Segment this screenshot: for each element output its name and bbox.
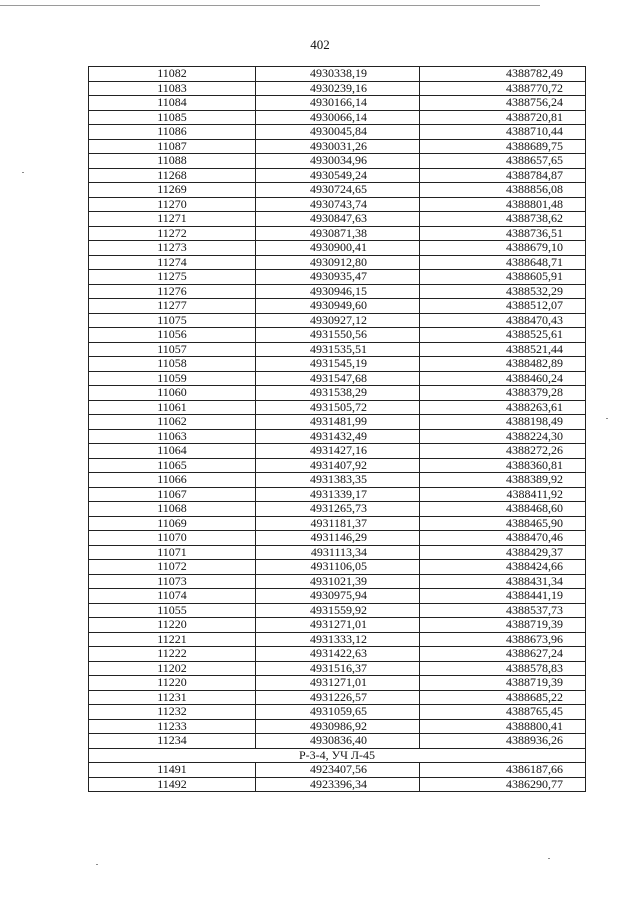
table-row (89, 676, 586, 691)
coordinate-y-cell: 4386290,77 (420, 777, 586, 792)
coordinate-x-cell: 4930743,74 (256, 197, 420, 212)
table-row (89, 473, 586, 488)
point-number-cell: 11067 (89, 487, 256, 502)
coordinate-y-cell: 4388936,26 (420, 734, 586, 749)
coordinate-x-cell: 4931271,01 (256, 618, 420, 633)
coordinate-x-cell: 4930900,41 (256, 241, 420, 256)
point-number-cell: 11220 (89, 618, 256, 633)
coordinate-x-cell: 4930935,47 (256, 270, 420, 285)
table-row (89, 284, 586, 299)
coordinate-y-cell: 4388720,81 (420, 110, 586, 125)
coordinate-x-cell: 4931271,01 (256, 676, 420, 691)
coordinate-y-cell: 4388224,30 (420, 429, 586, 444)
table-row (89, 197, 586, 212)
table-row (89, 415, 586, 430)
coordinate-x-cell: 4931538,29 (256, 386, 420, 401)
coordinate-x-cell: 4923396,34 (256, 777, 420, 792)
table-row (89, 139, 586, 154)
point-number-cell: 11273 (89, 241, 256, 256)
coordinate-x-cell: 4931559,92 (256, 603, 420, 618)
coordinate-y-cell: 4388719,39 (420, 676, 586, 691)
point-number-cell: 11063 (89, 429, 256, 444)
coordinate-y-cell: 4388460,24 (420, 371, 586, 386)
section-title: Р-3-4, УЧ Л-45 (89, 748, 586, 763)
coordinate-x-cell: 4931516,37 (256, 661, 420, 676)
coordinate-y-cell: 4386187,66 (420, 763, 586, 778)
point-number-cell: 11271 (89, 212, 256, 227)
coordinate-y-cell: 4388679,10 (420, 241, 586, 256)
coordinate-x-cell: 4930166,14 (256, 96, 420, 111)
table-body-main (89, 67, 586, 749)
coordinate-y-cell: 4388673,96 (420, 632, 586, 647)
table-row (89, 299, 586, 314)
table-row (89, 516, 586, 531)
page-number: 402 (310, 37, 330, 52)
coordinate-y-cell: 4388512,07 (420, 299, 586, 314)
table-row (89, 603, 586, 618)
table-row (89, 226, 586, 241)
coordinate-y-cell: 4388441,19 (420, 589, 586, 604)
coordinate-x-cell: 4931181,37 (256, 516, 420, 531)
coordinate-x-cell: 4931550,56 (256, 328, 420, 343)
coordinate-y-cell: 4388578,83 (420, 661, 586, 676)
coordinate-y-cell: 4388784,87 (420, 168, 586, 183)
point-number-cell: 11069 (89, 516, 256, 531)
coordinate-x-cell: 4930975,94 (256, 589, 420, 604)
point-number-cell: 11270 (89, 197, 256, 212)
coordinate-y-cell: 4388379,28 (420, 386, 586, 401)
coordinates-table (88, 66, 586, 792)
coordinate-y-cell: 4388429,37 (420, 545, 586, 560)
table-row (89, 763, 586, 778)
coordinate-x-cell: 4931113,34 (256, 545, 420, 560)
coordinate-x-cell: 4931226,57 (256, 690, 420, 705)
coordinate-x-cell: 4930549,24 (256, 168, 420, 183)
coordinate-x-cell: 4931146,29 (256, 531, 420, 546)
coordinate-y-cell: 4388537,73 (420, 603, 586, 618)
point-number-cell: 11085 (89, 110, 256, 125)
table-row (89, 690, 586, 705)
point-number-cell: 11275 (89, 270, 256, 285)
point-number-cell: 11056 (89, 328, 256, 343)
coordinate-y-cell: 4388719,39 (420, 618, 586, 633)
coordinate-y-cell: 4388389,92 (420, 473, 586, 488)
table-row (89, 96, 586, 111)
table-row (89, 618, 586, 633)
coordinate-x-cell: 4930912,80 (256, 255, 420, 270)
table-row (89, 154, 586, 169)
point-number-cell: 11073 (89, 574, 256, 589)
point-number-cell: 11269 (89, 183, 256, 198)
scan-speck (548, 858, 550, 859)
point-number-cell: 11202 (89, 661, 256, 676)
point-number-cell: 11087 (89, 139, 256, 154)
point-number-cell: 11233 (89, 719, 256, 734)
coordinate-y-cell: 4388482,89 (420, 357, 586, 372)
table-row (89, 545, 586, 560)
coordinate-x-cell: 4930239,16 (256, 81, 420, 96)
coordinate-y-cell: 4388856,08 (420, 183, 586, 198)
point-number-cell: 11059 (89, 371, 256, 386)
point-number-cell: 11071 (89, 545, 256, 560)
table-row (89, 110, 586, 125)
coordinate-x-cell: 4930724,65 (256, 183, 420, 198)
point-number-cell: 11084 (89, 96, 256, 111)
coordinate-y-cell: 4388756,24 (420, 96, 586, 111)
table-row (89, 458, 586, 473)
scan-speck (606, 418, 608, 419)
point-number-cell: 11068 (89, 502, 256, 517)
table-row (89, 386, 586, 401)
coordinate-y-cell: 4388470,46 (420, 531, 586, 546)
point-number-cell: 11060 (89, 386, 256, 401)
coordinate-x-cell: 4931059,65 (256, 705, 420, 720)
table-row (89, 661, 586, 676)
table-row (89, 647, 586, 662)
coordinate-x-cell: 4930986,92 (256, 719, 420, 734)
coordinate-x-cell: 4930949,60 (256, 299, 420, 314)
point-number-cell: 11061 (89, 400, 256, 415)
coordinate-y-cell: 4388424,66 (420, 560, 586, 575)
table-row (89, 357, 586, 372)
point-number-cell: 11231 (89, 690, 256, 705)
coordinate-x-cell: 4931547,68 (256, 371, 420, 386)
coordinate-x-cell: 4931265,73 (256, 502, 420, 517)
point-number-cell: 11277 (89, 299, 256, 314)
table-row (89, 328, 586, 343)
scan-speck (96, 864, 98, 865)
point-number-cell: 11491 (89, 763, 256, 778)
coordinate-x-cell: 4931333,12 (256, 632, 420, 647)
table-body-section (89, 763, 586, 792)
coordinate-x-cell: 4931383,35 (256, 473, 420, 488)
coordinate-x-cell: 4931545,19 (256, 357, 420, 372)
point-number-cell: 11492 (89, 777, 256, 792)
coordinate-x-cell: 4931422,63 (256, 647, 420, 662)
point-number-cell: 11074 (89, 589, 256, 604)
coordinate-y-cell: 4388689,75 (420, 139, 586, 154)
coordinate-y-cell: 4388198,49 (420, 415, 586, 430)
coordinate-y-cell: 4388765,45 (420, 705, 586, 720)
coordinate-x-cell: 4930927,12 (256, 313, 420, 328)
coordinate-x-cell: 4930031,26 (256, 139, 420, 154)
coordinate-y-cell: 4388657,65 (420, 154, 586, 169)
table-row (89, 342, 586, 357)
table-row (89, 371, 586, 386)
coordinate-y-cell: 4388521,44 (420, 342, 586, 357)
scan-top-rule (0, 5, 540, 6)
coordinate-y-cell: 4388465,90 (420, 516, 586, 531)
table-row (89, 705, 586, 720)
coordinate-x-cell: 4931339,17 (256, 487, 420, 502)
point-number-cell: 11232 (89, 705, 256, 720)
scan-speck (22, 172, 24, 173)
table-row (89, 67, 586, 82)
table-row (89, 241, 586, 256)
point-number-cell: 11268 (89, 168, 256, 183)
table-row (89, 632, 586, 647)
table-row (89, 574, 586, 589)
coordinate-y-cell: 4388468,60 (420, 502, 586, 517)
point-number-cell: 11221 (89, 632, 256, 647)
coordinate-y-cell: 4388801,48 (420, 197, 586, 212)
coordinate-y-cell: 4388736,51 (420, 226, 586, 241)
point-number-cell: 11220 (89, 676, 256, 691)
point-number-cell: 11083 (89, 81, 256, 96)
table-row (89, 531, 586, 546)
point-number-cell: 11276 (89, 284, 256, 299)
coordinate-x-cell: 4931407,92 (256, 458, 420, 473)
table-row (89, 125, 586, 140)
point-number-cell: 11075 (89, 313, 256, 328)
coordinate-y-cell: 4388532,29 (420, 284, 586, 299)
coordinate-x-cell: 4930066,14 (256, 110, 420, 125)
table-row (89, 734, 586, 749)
point-number-cell: 11234 (89, 734, 256, 749)
coordinate-x-cell: 4923407,56 (256, 763, 420, 778)
table-row (89, 719, 586, 734)
coordinate-x-cell: 4930871,38 (256, 226, 420, 241)
section-row (89, 748, 586, 763)
table-row (89, 429, 586, 444)
point-number-cell: 11065 (89, 458, 256, 473)
coordinate-y-cell: 4388272,26 (420, 444, 586, 459)
coordinate-y-cell: 4388648,71 (420, 255, 586, 270)
coordinate-y-cell: 4388470,43 (420, 313, 586, 328)
table-row (89, 81, 586, 96)
coordinate-y-cell: 4388710,44 (420, 125, 586, 140)
table-row (89, 183, 586, 198)
table-row (89, 502, 586, 517)
coordinate-x-cell: 4931505,72 (256, 400, 420, 415)
table-row (89, 487, 586, 502)
coordinate-x-cell: 4930338,19 (256, 67, 420, 82)
coordinate-x-cell: 4930836,40 (256, 734, 420, 749)
point-number-cell: 11055 (89, 603, 256, 618)
point-number-cell: 11058 (89, 357, 256, 372)
point-number-cell: 11072 (89, 560, 256, 575)
coordinate-y-cell: 4388738,62 (420, 212, 586, 227)
coordinate-x-cell: 4930034,96 (256, 154, 420, 169)
coordinate-x-cell: 4930946,15 (256, 284, 420, 299)
coordinate-y-cell: 4388431,34 (420, 574, 586, 589)
coordinate-y-cell: 4388525,61 (420, 328, 586, 343)
point-number-cell: 11082 (89, 67, 256, 82)
coordinate-y-cell: 4388263,61 (420, 400, 586, 415)
coordinate-y-cell: 4388605,91 (420, 270, 586, 285)
point-number-cell: 11057 (89, 342, 256, 357)
point-number-cell: 11088 (89, 154, 256, 169)
point-number-cell: 11274 (89, 255, 256, 270)
coordinate-y-cell: 4388782,49 (420, 67, 586, 82)
coordinate-y-cell: 4388685,22 (420, 690, 586, 705)
coordinate-x-cell: 4931106,05 (256, 560, 420, 575)
point-number-cell: 11070 (89, 531, 256, 546)
table-row (89, 313, 586, 328)
point-number-cell: 11064 (89, 444, 256, 459)
coordinate-y-cell: 4388411,92 (420, 487, 586, 502)
table-section (89, 748, 586, 763)
coordinate-y-cell: 4388770,72 (420, 81, 586, 96)
point-number-cell: 11062 (89, 415, 256, 430)
coordinate-x-cell: 4931481,99 (256, 415, 420, 430)
coordinate-y-cell: 4388627,24 (420, 647, 586, 662)
coordinate-x-cell: 4931427,16 (256, 444, 420, 459)
coordinate-y-cell: 4388360,81 (420, 458, 586, 473)
table-row (89, 777, 586, 792)
point-number-cell: 11066 (89, 473, 256, 488)
table-row (89, 270, 586, 285)
point-number-cell: 11222 (89, 647, 256, 662)
point-number-cell: 11272 (89, 226, 256, 241)
table-row (89, 255, 586, 270)
coordinate-x-cell: 4931432,49 (256, 429, 420, 444)
table-row (89, 212, 586, 227)
coordinate-x-cell: 4931021,39 (256, 574, 420, 589)
table-row (89, 589, 586, 604)
coordinate-x-cell: 4930045,84 (256, 125, 420, 140)
point-number-cell: 11086 (89, 125, 256, 140)
table-row (89, 560, 586, 575)
coordinate-y-cell: 4388800,41 (420, 719, 586, 734)
table-row (89, 444, 586, 459)
coordinate-x-cell: 4930847,63 (256, 212, 420, 227)
table-row (89, 400, 586, 415)
table-row (89, 168, 586, 183)
coordinate-x-cell: 4931535,51 (256, 342, 420, 357)
